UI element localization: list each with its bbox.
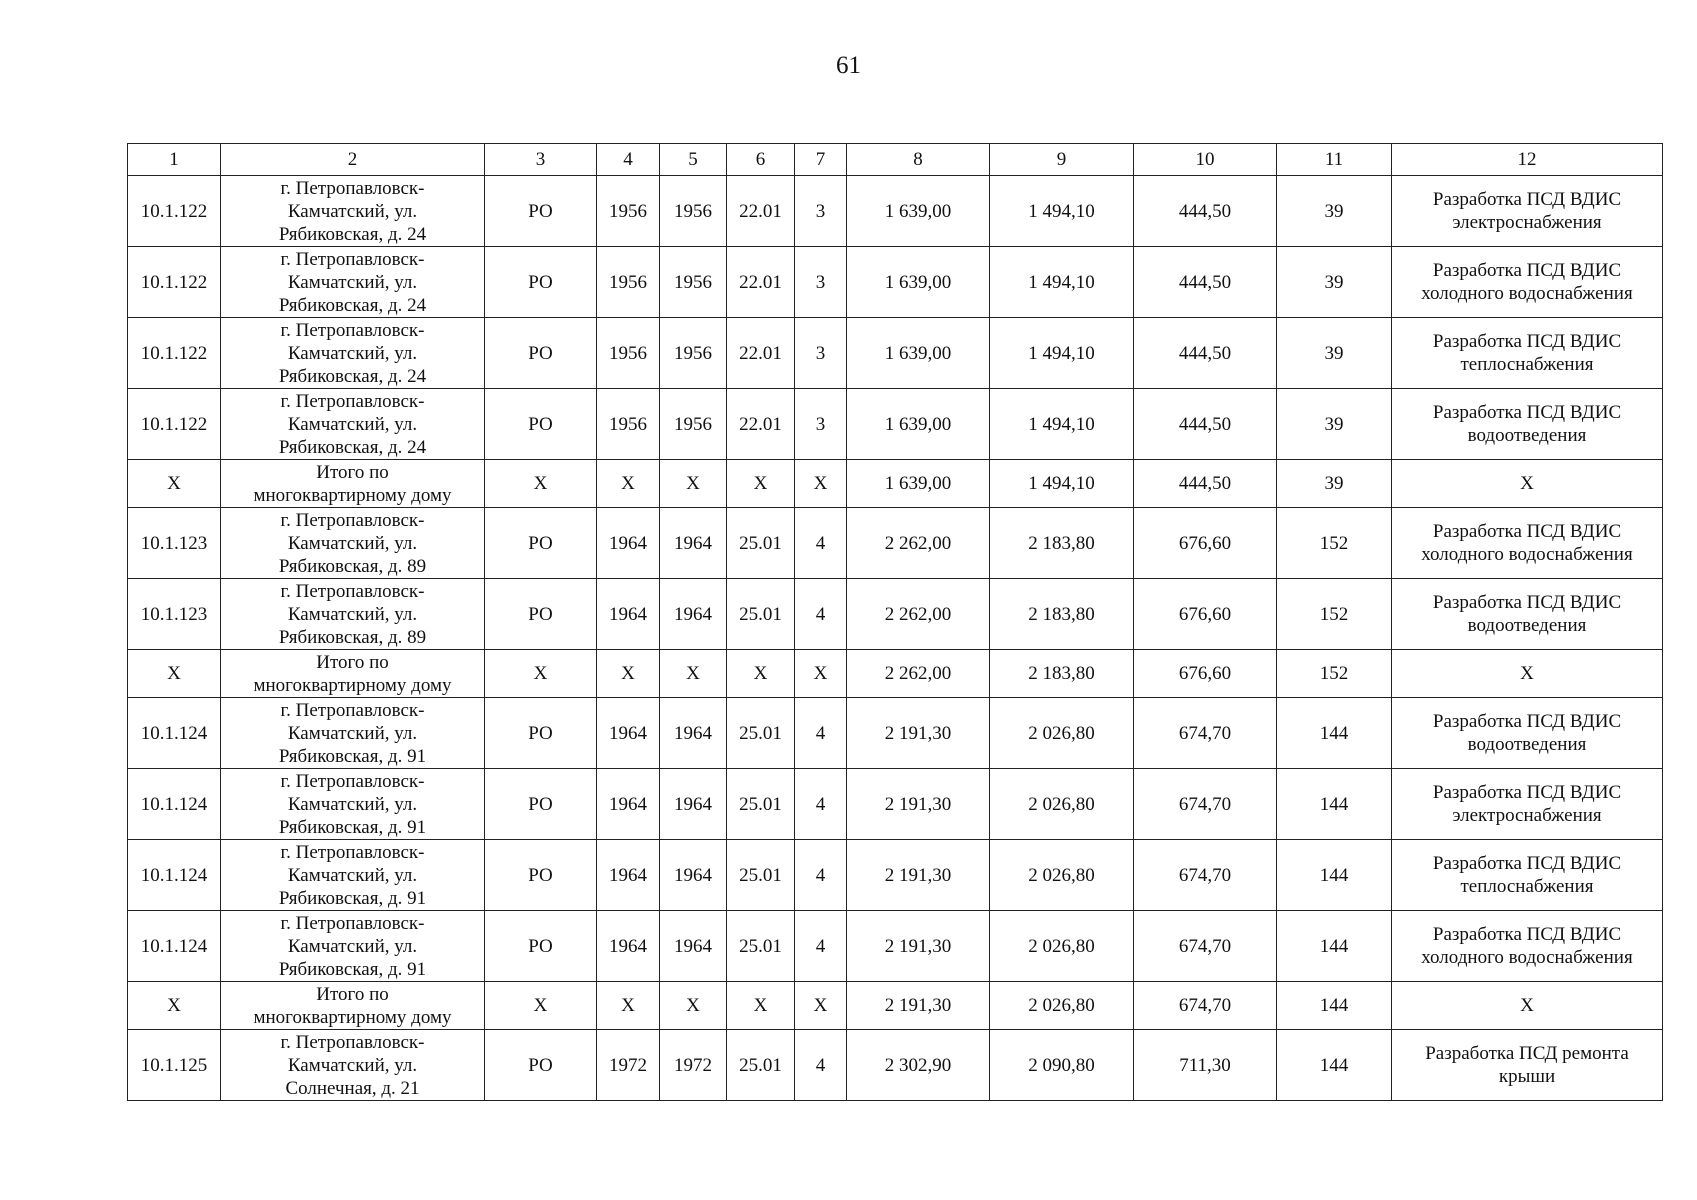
total-area-cell: 2 191,30 <box>847 840 990 911</box>
work-description-line: Разработка ПСД ВДИС <box>1432 592 1622 613</box>
residents-cell: 144 <box>1277 982 1392 1030</box>
address-line: г. Петропавловск- <box>280 580 425 602</box>
living-area-cell: 2 090,80 <box>990 1030 1134 1101</box>
address-cell <box>221 247 485 318</box>
row-number-cell: Х <box>128 982 221 1030</box>
nonliving-area-cell: 676,60 <box>1134 508 1277 579</box>
living-area-cell: 1 494,10 <box>990 247 1134 318</box>
work-description-cell: Х <box>1392 650 1663 698</box>
residents-cell: 152 <box>1277 579 1392 650</box>
nonliving-area-cell: 444,50 <box>1134 176 1277 247</box>
address-line: Камчатский, ул. <box>287 935 418 957</box>
wall-code-cell: Х <box>727 460 795 508</box>
address-cell <box>221 579 485 650</box>
residents-cell: 144 <box>1277 840 1392 911</box>
total-area-cell: 1 639,00 <box>847 176 990 247</box>
total-area-cell: 1 639,00 <box>847 389 990 460</box>
total-row <box>128 650 1663 698</box>
table-row <box>128 176 1663 247</box>
address-line: Камчатский, ул. <box>287 532 418 554</box>
address-cell <box>221 508 485 579</box>
type-cell: РО <box>485 318 597 389</box>
year-built-cell: 1964 <box>597 508 660 579</box>
address-line: г. Петропавловск- <box>280 1031 425 1053</box>
column-number: 4 <box>597 144 660 176</box>
row-number-cell: 10.1.124 <box>128 911 221 982</box>
year-commissioned-cell: 1972 <box>660 1030 727 1101</box>
column-number: 5 <box>660 144 727 176</box>
wall-code-cell: 25.01 <box>727 911 795 982</box>
total-area-cell: 1 639,00 <box>847 460 990 508</box>
work-description-line: Разработка ПСД ВДИС <box>1432 924 1622 945</box>
column-number: 11 <box>1277 144 1392 176</box>
nonliving-area-cell: 674,70 <box>1134 698 1277 769</box>
floors-cell: Х <box>795 650 847 698</box>
residents-cell: 144 <box>1277 769 1392 840</box>
nonliving-area-cell: 674,70 <box>1134 769 1277 840</box>
address-cell <box>221 176 485 247</box>
residents-cell: 144 <box>1277 1030 1392 1101</box>
total-area-cell: 2 191,30 <box>847 982 990 1030</box>
address-line: Камчатский, ул. <box>287 722 418 744</box>
row-number-cell: 10.1.124 <box>128 840 221 911</box>
floors-cell: 4 <box>795 840 847 911</box>
work-description-line: электроснабжения <box>1452 212 1602 233</box>
address-cell <box>221 769 485 840</box>
type-cell: РО <box>485 769 597 840</box>
year-built-cell: 1956 <box>597 389 660 460</box>
address-line: многоквартирному дому <box>253 484 452 506</box>
address-line: Рябиковская, д. 91 <box>278 887 427 909</box>
table-row <box>128 318 1663 389</box>
work-description-cell: Х <box>1392 982 1663 1030</box>
type-cell: РО <box>485 389 597 460</box>
year-built-cell: Х <box>597 982 660 1030</box>
year-commissioned-cell: 1956 <box>660 247 727 318</box>
address-line: г. Петропавловск- <box>280 177 425 199</box>
address-line: Рябиковская, д. 91 <box>278 816 427 838</box>
type-cell: РО <box>485 247 597 318</box>
total-area-cell: 2 191,30 <box>847 769 990 840</box>
work-description-cell <box>1392 840 1663 911</box>
address-line: Итого по <box>316 651 389 673</box>
floors-cell: 3 <box>795 247 847 318</box>
work-description-line: Разработка ПСД ВДИС <box>1432 853 1622 874</box>
work-description-cell <box>1392 389 1663 460</box>
row-number-cell: 10.1.124 <box>128 769 221 840</box>
address-line: Камчатский, ул. <box>287 603 418 625</box>
table-row <box>128 1030 1663 1101</box>
work-description-line: Разработка ПСД ВДИС <box>1432 782 1622 803</box>
year-built-cell: 1956 <box>597 318 660 389</box>
year-commissioned-cell: 1964 <box>660 508 727 579</box>
wall-code-cell: 25.01 <box>727 698 795 769</box>
work-description-line: холодного водоснабжения <box>1421 544 1633 565</box>
address-line: г. Петропавловск- <box>280 841 425 863</box>
living-area-cell: 2 026,80 <box>990 911 1134 982</box>
living-area-cell: 2 026,80 <box>990 698 1134 769</box>
column-number: 1 <box>128 144 221 176</box>
work-description-cell <box>1392 176 1663 247</box>
address-line: Камчатский, ул. <box>287 1054 418 1076</box>
year-built-cell: 1964 <box>597 769 660 840</box>
residents-cell: 39 <box>1277 176 1392 247</box>
address-line: Камчатский, ул. <box>287 200 418 222</box>
total-area-cell: 2 262,00 <box>847 579 990 650</box>
work-description-line: Разработка ПСД ВДИС <box>1432 189 1622 210</box>
total-area-cell: 2 262,00 <box>847 508 990 579</box>
column-number: 10 <box>1134 144 1277 176</box>
year-commissioned-cell: 1964 <box>660 911 727 982</box>
floors-cell: 4 <box>795 1030 847 1101</box>
type-cell: РО <box>485 911 597 982</box>
work-description-line: Разработка ПСД ремонта <box>1425 1043 1629 1064</box>
address-line: Камчатский, ул. <box>287 342 418 364</box>
address-cell <box>221 1030 485 1101</box>
type-cell: РО <box>485 1030 597 1101</box>
row-number-cell: 10.1.123 <box>128 579 221 650</box>
type-cell: РО <box>485 579 597 650</box>
floors-cell: 4 <box>795 769 847 840</box>
year-commissioned-cell: 1964 <box>660 698 727 769</box>
wall-code-cell: 22.01 <box>727 247 795 318</box>
living-area-cell: 2 026,80 <box>990 840 1134 911</box>
nonliving-area-cell: 444,50 <box>1134 389 1277 460</box>
year-commissioned-cell: 1964 <box>660 579 727 650</box>
residents-cell: 39 <box>1277 460 1392 508</box>
work-description-cell <box>1392 318 1663 389</box>
work-description-cell <box>1392 508 1663 579</box>
work-description-cell <box>1392 1030 1663 1101</box>
residents-cell: 39 <box>1277 389 1392 460</box>
floors-cell: 3 <box>795 389 847 460</box>
nonliving-area-cell: 674,70 <box>1134 982 1277 1030</box>
address-cell <box>221 318 485 389</box>
table-row <box>128 508 1663 579</box>
floors-cell: 4 <box>795 508 847 579</box>
address-line: Итого по <box>316 461 389 483</box>
work-description-line: холодного водоснабжения <box>1421 947 1633 968</box>
nonliving-area-cell: 444,50 <box>1134 460 1277 508</box>
work-description-line: крыши <box>1498 1066 1556 1087</box>
address-line: Камчатский, ул. <box>287 793 418 815</box>
wall-code-cell: 25.01 <box>727 840 795 911</box>
column-number: 9 <box>990 144 1134 176</box>
total-row <box>128 460 1663 508</box>
year-built-cell: Х <box>597 650 660 698</box>
residents-cell: 152 <box>1277 508 1392 579</box>
address-line: г. Петропавловск- <box>280 699 425 721</box>
living-area-cell: 2 026,80 <box>990 769 1134 840</box>
living-area-cell: 2 026,80 <box>990 982 1134 1030</box>
nonliving-area-cell: 676,60 <box>1134 650 1277 698</box>
address-cell <box>221 982 485 1030</box>
work-description-line: Разработка ПСД ВДИС <box>1432 711 1622 732</box>
work-description-line: холодного водоснабжения <box>1421 283 1633 304</box>
living-area-cell: 1 494,10 <box>990 389 1134 460</box>
wall-code-cell: 25.01 <box>727 769 795 840</box>
type-cell: Х <box>485 460 597 508</box>
page-number: 61 <box>836 52 861 79</box>
nonliving-area-cell: 444,50 <box>1134 247 1277 318</box>
floors-cell: 4 <box>795 579 847 650</box>
nonliving-area-cell: 674,70 <box>1134 840 1277 911</box>
column-number: 3 <box>485 144 597 176</box>
address-line: Камчатский, ул. <box>287 413 418 435</box>
nonliving-area-cell: 711,30 <box>1134 1030 1277 1101</box>
address-line: Солнечная, д. 21 <box>285 1077 420 1099</box>
year-built-cell: 1964 <box>597 579 660 650</box>
address-line: г. Петропавловск- <box>280 509 425 531</box>
year-commissioned-cell: 1964 <box>660 769 727 840</box>
floors-cell: Х <box>795 460 847 508</box>
living-area-cell: 2 183,80 <box>990 579 1134 650</box>
wall-code-cell: Х <box>727 982 795 1030</box>
address-line: г. Петропавловск- <box>280 912 425 934</box>
type-cell: Х <box>485 982 597 1030</box>
address-cell <box>221 460 485 508</box>
table-row <box>128 579 1663 650</box>
total-area-cell: 2 191,30 <box>847 911 990 982</box>
total-row <box>128 982 1663 1030</box>
year-commissioned-cell: Х <box>660 982 727 1030</box>
address-line: многоквартирному дому <box>253 674 452 696</box>
total-area-cell: 2 191,30 <box>847 698 990 769</box>
row-number-cell: 10.1.122 <box>128 318 221 389</box>
wall-code-cell: 25.01 <box>727 1030 795 1101</box>
wall-code-cell: 22.01 <box>727 389 795 460</box>
row-number-cell: 10.1.122 <box>128 176 221 247</box>
address-cell <box>221 389 485 460</box>
type-cell: РО <box>485 176 597 247</box>
table-row <box>128 698 1663 769</box>
year-built-cell: 1972 <box>597 1030 660 1101</box>
floors-cell: 3 <box>795 318 847 389</box>
table-row <box>128 769 1663 840</box>
floors-cell: 4 <box>795 911 847 982</box>
total-area-cell: 2 302,90 <box>847 1030 990 1101</box>
nonliving-area-cell: 444,50 <box>1134 318 1277 389</box>
floors-cell: Х <box>795 982 847 1030</box>
table-row <box>128 840 1663 911</box>
column-number: 7 <box>795 144 847 176</box>
address-cell <box>221 698 485 769</box>
work-description-line: электроснабжения <box>1452 805 1602 826</box>
work-description-line: теплоснабжения <box>1460 354 1594 375</box>
row-number-cell: Х <box>128 650 221 698</box>
year-commissioned-cell: Х <box>660 460 727 508</box>
nonliving-area-cell: 676,60 <box>1134 579 1277 650</box>
address-line: г. Петропавловск- <box>280 390 425 412</box>
living-area-cell: 1 494,10 <box>990 318 1134 389</box>
work-description-line: Разработка ПСД ВДИС <box>1432 260 1622 281</box>
work-description-line: Разработка ПСД ВДИС <box>1432 331 1622 352</box>
work-description-cell <box>1392 911 1663 982</box>
work-description-cell: Х <box>1392 460 1663 508</box>
address-line: Итого по <box>316 983 389 1005</box>
floors-cell: 4 <box>795 698 847 769</box>
year-built-cell: Х <box>597 460 660 508</box>
living-area-cell: 2 183,80 <box>990 650 1134 698</box>
total-area-cell: 1 639,00 <box>847 318 990 389</box>
row-number-cell: 10.1.122 <box>128 389 221 460</box>
address-line: Камчатский, ул. <box>287 864 418 886</box>
work-description-cell <box>1392 579 1663 650</box>
residents-cell: 152 <box>1277 650 1392 698</box>
residents-cell: 144 <box>1277 911 1392 982</box>
total-area-cell: 2 262,00 <box>847 650 990 698</box>
row-number-cell: 10.1.125 <box>128 1030 221 1101</box>
wall-code-cell: Х <box>727 650 795 698</box>
table-row <box>128 911 1663 982</box>
wall-code-cell: 22.01 <box>727 318 795 389</box>
year-built-cell: 1964 <box>597 698 660 769</box>
row-number-cell: 10.1.123 <box>128 508 221 579</box>
address-line: г. Петропавловск- <box>280 770 425 792</box>
work-description-cell <box>1392 769 1663 840</box>
table-row <box>128 389 1663 460</box>
type-cell: РО <box>485 840 597 911</box>
work-description-line: Разработка ПСД ВДИС <box>1432 521 1622 542</box>
type-cell: РО <box>485 698 597 769</box>
residents-cell: 39 <box>1277 318 1392 389</box>
address-cell <box>221 650 485 698</box>
year-built-cell: 1964 <box>597 840 660 911</box>
year-commissioned-cell: Х <box>660 650 727 698</box>
address-line: Рябиковская, д. 89 <box>278 555 427 577</box>
wall-code-cell: 22.01 <box>727 176 795 247</box>
type-cell: РО <box>485 508 597 579</box>
year-built-cell: 1956 <box>597 247 660 318</box>
address-line: Рябиковская, д. 91 <box>278 958 427 980</box>
column-number: 2 <box>221 144 485 176</box>
address-line: Рябиковская, д. 91 <box>278 745 427 767</box>
work-description-line: водоотведения <box>1467 615 1587 636</box>
address-line: Камчатский, ул. <box>287 271 418 293</box>
address-line: Рябиковская, д. 24 <box>278 223 427 245</box>
year-built-cell: 1964 <box>597 911 660 982</box>
works-table <box>127 143 1663 1101</box>
work-description-line: водоотведения <box>1467 734 1587 755</box>
total-area-cell: 1 639,00 <box>847 247 990 318</box>
wall-code-cell: 25.01 <box>727 508 795 579</box>
address-line: Рябиковская, д. 24 <box>278 436 427 458</box>
column-number-row <box>128 144 1663 176</box>
year-commissioned-cell: 1956 <box>660 389 727 460</box>
address-cell <box>221 840 485 911</box>
address-cell <box>221 911 485 982</box>
row-number-cell: 10.1.124 <box>128 698 221 769</box>
year-commissioned-cell: 1956 <box>660 176 727 247</box>
living-area-cell: 1 494,10 <box>990 460 1134 508</box>
year-commissioned-cell: 1964 <box>660 840 727 911</box>
column-number: 8 <box>847 144 990 176</box>
living-area-cell: 1 494,10 <box>990 176 1134 247</box>
nonliving-area-cell: 674,70 <box>1134 911 1277 982</box>
address-line: Рябиковская, д. 89 <box>278 626 427 648</box>
address-line: г. Петропавловск- <box>280 319 425 341</box>
row-number-cell: 10.1.122 <box>128 247 221 318</box>
living-area-cell: 2 183,80 <box>990 508 1134 579</box>
work-description-cell <box>1392 247 1663 318</box>
type-cell: Х <box>485 650 597 698</box>
floors-cell: 3 <box>795 176 847 247</box>
address-line: многоквартирному дому <box>253 1006 452 1028</box>
work-description-cell <box>1392 698 1663 769</box>
work-description-line: теплоснабжения <box>1460 876 1594 897</box>
column-number: 6 <box>727 144 795 176</box>
column-number: 12 <box>1392 144 1663 176</box>
residents-cell: 144 <box>1277 698 1392 769</box>
year-built-cell: 1956 <box>597 176 660 247</box>
table-row <box>128 247 1663 318</box>
residents-cell: 39 <box>1277 247 1392 318</box>
work-description-line: водоотведения <box>1467 425 1587 446</box>
wall-code-cell: 25.01 <box>727 579 795 650</box>
address-line: г. Петропавловск- <box>280 248 425 270</box>
row-number-cell: Х <box>128 460 221 508</box>
address-line: Рябиковская, д. 24 <box>278 294 427 316</box>
work-description-line: Разработка ПСД ВДИС <box>1432 402 1622 423</box>
address-line: Рябиковская, д. 24 <box>278 365 427 387</box>
year-commissioned-cell: 1956 <box>660 318 727 389</box>
